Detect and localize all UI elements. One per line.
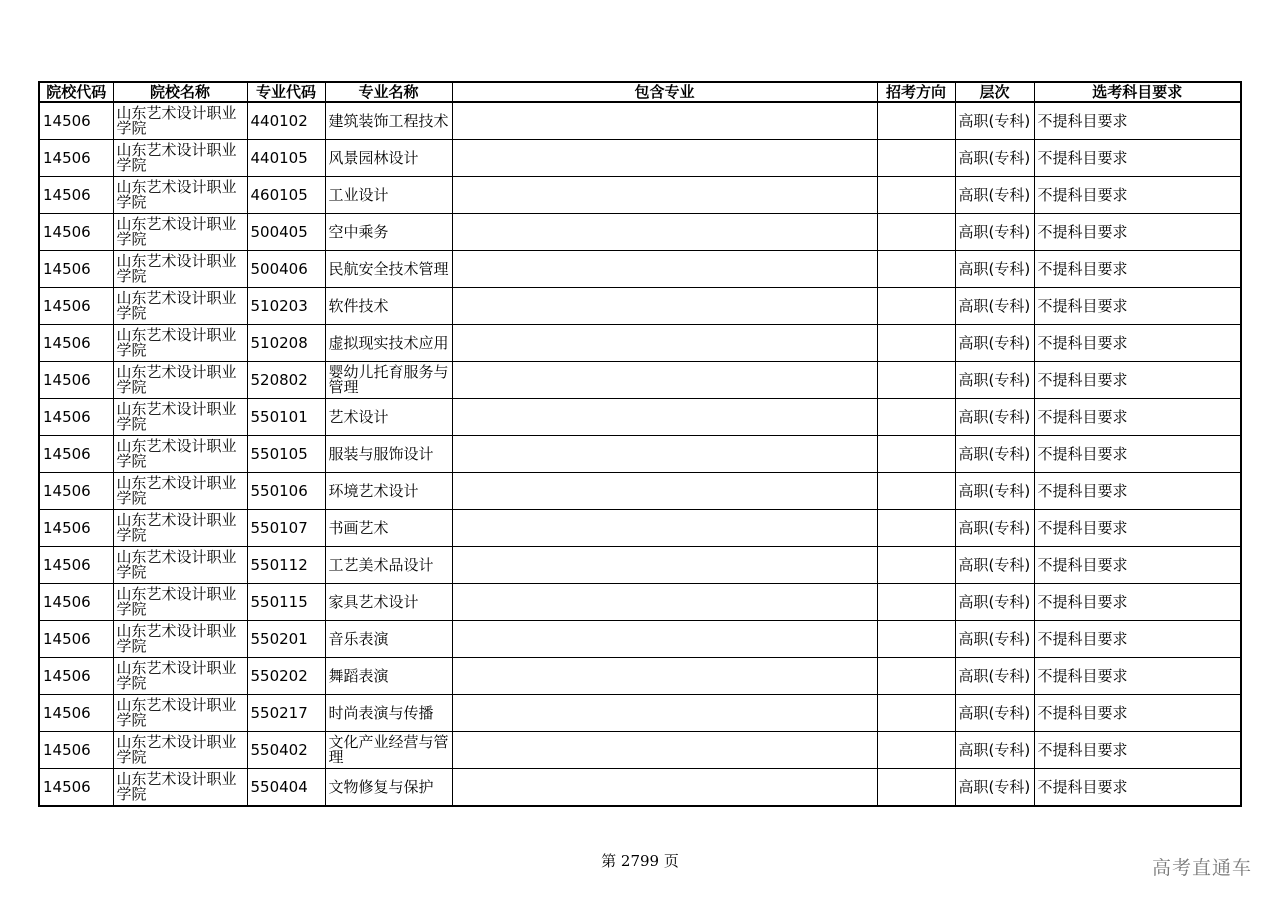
school-name-cell: 山东艺术设计职业学院 xyxy=(113,732,247,769)
included-majors-cell xyxy=(452,251,877,288)
school-code-cell: 14506 xyxy=(39,140,113,177)
level-cell: 高职(专科) xyxy=(955,658,1034,695)
major-name-cell: 文物修复与保护 xyxy=(325,769,452,807)
requirement-cell: 不提科目要求 xyxy=(1034,621,1241,658)
school-name-cell: 山东艺术设计职业学院 xyxy=(113,177,247,214)
direction-cell xyxy=(877,325,955,362)
school-code-cell: 14506 xyxy=(39,547,113,584)
requirement-cell: 不提科目要求 xyxy=(1034,288,1241,325)
direction-cell xyxy=(877,102,955,140)
major-code-cell: 550402 xyxy=(247,732,325,769)
major-name-cell: 音乐表演 xyxy=(325,621,452,658)
level-cell: 高职(专科) xyxy=(955,288,1034,325)
requirement-cell: 不提科目要求 xyxy=(1034,769,1241,807)
major-code-cell: 500405 xyxy=(247,214,325,251)
table-row xyxy=(39,510,1241,547)
school-code-cell: 14506 xyxy=(39,214,113,251)
major-name-cell: 空中乘务 xyxy=(325,214,452,251)
requirement-cell: 不提科目要求 xyxy=(1034,510,1241,547)
school-code-cell: 14506 xyxy=(39,658,113,695)
major-code-cell: 520802 xyxy=(247,362,325,399)
included-majors-cell xyxy=(452,140,877,177)
watermark-text: 高考直通车 xyxy=(1151,857,1252,879)
major-code-cell: 500406 xyxy=(247,251,325,288)
table-header xyxy=(39,82,1241,102)
table-row xyxy=(39,436,1241,473)
level-cell: 高职(专科) xyxy=(955,325,1034,362)
major-code-cell: 550217 xyxy=(247,695,325,732)
direction-cell xyxy=(877,473,955,510)
level-cell: 高职(专科) xyxy=(955,399,1034,436)
page-number: 第 2799 页 xyxy=(601,852,679,870)
level-cell: 高职(专科) xyxy=(955,140,1034,177)
school-name-cell: 山东艺术设计职业学院 xyxy=(113,251,247,288)
included-majors-cell xyxy=(452,584,877,621)
school-code-cell: 14506 xyxy=(39,584,113,621)
direction-cell xyxy=(877,769,955,807)
school-name-cell: 山东艺术设计职业学院 xyxy=(113,102,247,140)
level-cell: 高职(专科) xyxy=(955,473,1034,510)
school-name-cell: 山东艺术设计职业学院 xyxy=(113,658,247,695)
major-name-cell: 书画艺术 xyxy=(325,510,452,547)
level-cell: 高职(专科) xyxy=(955,510,1034,547)
included-majors-cell xyxy=(452,177,877,214)
direction-cell xyxy=(877,251,955,288)
direction-cell xyxy=(877,436,955,473)
table-row xyxy=(39,140,1241,177)
direction-cell xyxy=(877,140,955,177)
included-majors-cell xyxy=(452,473,877,510)
direction-cell xyxy=(877,177,955,214)
school-code-cell: 14506 xyxy=(39,732,113,769)
admission-table xyxy=(38,81,1242,807)
requirement-cell: 不提科目要求 xyxy=(1034,362,1241,399)
major-name-cell: 软件技术 xyxy=(325,288,452,325)
column-header: 选考科目要求 xyxy=(1034,82,1241,102)
school-name-cell: 山东艺术设计职业学院 xyxy=(113,547,247,584)
table-row xyxy=(39,362,1241,399)
requirement-cell: 不提科目要求 xyxy=(1034,473,1241,510)
direction-cell xyxy=(877,695,955,732)
school-code-cell: 14506 xyxy=(39,769,113,807)
school-name-cell: 山东艺术设计职业学院 xyxy=(113,510,247,547)
major-code-cell: 550201 xyxy=(247,621,325,658)
school-code-cell: 14506 xyxy=(39,288,113,325)
direction-cell xyxy=(877,362,955,399)
level-cell: 高职(专科) xyxy=(955,177,1034,214)
major-name-cell: 艺术设计 xyxy=(325,399,452,436)
table-row xyxy=(39,473,1241,510)
level-cell: 高职(专科) xyxy=(955,436,1034,473)
table-row xyxy=(39,288,1241,325)
direction-cell xyxy=(877,288,955,325)
level-cell: 高职(专科) xyxy=(955,362,1034,399)
major-code-cell: 550112 xyxy=(247,547,325,584)
table-row xyxy=(39,695,1241,732)
direction-cell xyxy=(877,214,955,251)
requirement-cell: 不提科目要求 xyxy=(1034,436,1241,473)
school-code-cell: 14506 xyxy=(39,177,113,214)
table-row xyxy=(39,732,1241,769)
school-name-cell: 山东艺术设计职业学院 xyxy=(113,288,247,325)
major-code-cell: 460105 xyxy=(247,177,325,214)
included-majors-cell xyxy=(452,362,877,399)
column-header: 层次 xyxy=(955,82,1034,102)
direction-cell xyxy=(877,732,955,769)
major-name-cell: 民航安全技术管理 xyxy=(325,251,452,288)
direction-cell xyxy=(877,399,955,436)
table-row xyxy=(39,658,1241,695)
table-row xyxy=(39,584,1241,621)
school-code-cell: 14506 xyxy=(39,510,113,547)
school-name-cell: 山东艺术设计职业学院 xyxy=(113,584,247,621)
level-cell: 高职(专科) xyxy=(955,251,1034,288)
column-header: 院校代码 xyxy=(39,82,113,102)
column-header: 院校名称 xyxy=(113,82,247,102)
school-code-cell: 14506 xyxy=(39,251,113,288)
included-majors-cell xyxy=(452,102,877,140)
requirement-cell: 不提科目要求 xyxy=(1034,547,1241,584)
included-majors-cell xyxy=(452,695,877,732)
direction-cell xyxy=(877,658,955,695)
requirement-cell: 不提科目要求 xyxy=(1034,251,1241,288)
school-name-cell: 山东艺术设计职业学院 xyxy=(113,621,247,658)
major-code-cell: 550101 xyxy=(247,399,325,436)
school-code-cell: 14506 xyxy=(39,473,113,510)
level-cell: 高职(专科) xyxy=(955,214,1034,251)
table-row xyxy=(39,102,1241,140)
school-name-cell: 山东艺术设计职业学院 xyxy=(113,769,247,807)
table-row xyxy=(39,214,1241,251)
major-name-cell: 婴幼儿托育服务与管理 xyxy=(325,362,452,399)
table-row xyxy=(39,325,1241,362)
direction-cell xyxy=(877,510,955,547)
included-majors-cell xyxy=(452,510,877,547)
table-row xyxy=(39,251,1241,288)
major-code-cell: 510203 xyxy=(247,288,325,325)
requirement-cell: 不提科目要求 xyxy=(1034,102,1241,140)
requirement-cell: 不提科目要求 xyxy=(1034,214,1241,251)
table-row xyxy=(39,177,1241,214)
included-majors-cell xyxy=(452,621,877,658)
requirement-cell: 不提科目要求 xyxy=(1034,732,1241,769)
included-majors-cell xyxy=(452,769,877,807)
major-name-cell: 服装与服饰设计 xyxy=(325,436,452,473)
included-majors-cell xyxy=(452,732,877,769)
school-code-cell: 14506 xyxy=(39,102,113,140)
major-name-cell: 建筑装饰工程技术 xyxy=(325,102,452,140)
column-header: 包含专业 xyxy=(452,82,877,102)
school-name-cell: 山东艺术设计职业学院 xyxy=(113,473,247,510)
school-name-cell: 山东艺术设计职业学院 xyxy=(113,214,247,251)
school-code-cell: 14506 xyxy=(39,695,113,732)
table-row xyxy=(39,399,1241,436)
major-name-cell: 文化产业经营与管理 xyxy=(325,732,452,769)
requirement-cell: 不提科目要求 xyxy=(1034,584,1241,621)
major-code-cell: 440102 xyxy=(247,102,325,140)
included-majors-cell xyxy=(452,547,877,584)
major-name-cell: 工艺美术品设计 xyxy=(325,547,452,584)
school-name-cell: 山东艺术设计职业学院 xyxy=(113,399,247,436)
major-code-cell: 440105 xyxy=(247,140,325,177)
major-code-cell: 550404 xyxy=(247,769,325,807)
major-name-cell: 家具艺术设计 xyxy=(325,584,452,621)
table-row xyxy=(39,769,1241,807)
table-body xyxy=(39,102,1241,806)
header-row xyxy=(39,82,1241,102)
major-code-cell: 550105 xyxy=(247,436,325,473)
direction-cell xyxy=(877,547,955,584)
major-code-cell: 550106 xyxy=(247,473,325,510)
major-name-cell: 时尚表演与传播 xyxy=(325,695,452,732)
school-name-cell: 山东艺术设计职业学院 xyxy=(113,362,247,399)
included-majors-cell xyxy=(452,658,877,695)
major-name-cell: 舞蹈表演 xyxy=(325,658,452,695)
level-cell: 高职(专科) xyxy=(955,621,1034,658)
school-name-cell: 山东艺术设计职业学院 xyxy=(113,325,247,362)
major-name-cell: 环境艺术设计 xyxy=(325,473,452,510)
level-cell: 高职(专科) xyxy=(955,547,1034,584)
direction-cell xyxy=(877,584,955,621)
level-cell: 高职(专科) xyxy=(955,732,1034,769)
major-code-cell: 550115 xyxy=(247,584,325,621)
school-code-cell: 14506 xyxy=(39,325,113,362)
level-cell: 高职(专科) xyxy=(955,102,1034,140)
level-cell: 高职(专科) xyxy=(955,695,1034,732)
major-name-cell: 虚拟现实技术应用 xyxy=(325,325,452,362)
major-code-cell: 550107 xyxy=(247,510,325,547)
requirement-cell: 不提科目要求 xyxy=(1034,695,1241,732)
direction-cell xyxy=(877,621,955,658)
requirement-cell: 不提科目要求 xyxy=(1034,399,1241,436)
requirement-cell: 不提科目要求 xyxy=(1034,177,1241,214)
requirement-cell: 不提科目要求 xyxy=(1034,325,1241,362)
school-name-cell: 山东艺术设计职业学院 xyxy=(113,140,247,177)
school-code-cell: 14506 xyxy=(39,399,113,436)
level-cell: 高职(专科) xyxy=(955,769,1034,807)
school-code-cell: 14506 xyxy=(39,621,113,658)
major-name-cell: 工业设计 xyxy=(325,177,452,214)
school-code-cell: 14506 xyxy=(39,436,113,473)
major-code-cell: 550202 xyxy=(247,658,325,695)
table-row xyxy=(39,621,1241,658)
requirement-cell: 不提科目要求 xyxy=(1034,140,1241,177)
included-majors-cell xyxy=(452,399,877,436)
table-row xyxy=(39,547,1241,584)
school-code-cell: 14506 xyxy=(39,362,113,399)
column-header: 专业代码 xyxy=(247,82,325,102)
included-majors-cell xyxy=(452,325,877,362)
requirement-cell: 不提科目要求 xyxy=(1034,658,1241,695)
column-header: 专业名称 xyxy=(325,82,452,102)
school-name-cell: 山东艺术设计职业学院 xyxy=(113,436,247,473)
major-name-cell: 风景园林设计 xyxy=(325,140,452,177)
school-name-cell: 山东艺术设计职业学院 xyxy=(113,695,247,732)
included-majors-cell xyxy=(452,436,877,473)
included-majors-cell xyxy=(452,288,877,325)
level-cell: 高职(专科) xyxy=(955,584,1034,621)
included-majors-cell xyxy=(452,214,877,251)
major-code-cell: 510208 xyxy=(247,325,325,362)
column-header: 招考方向 xyxy=(877,82,955,102)
